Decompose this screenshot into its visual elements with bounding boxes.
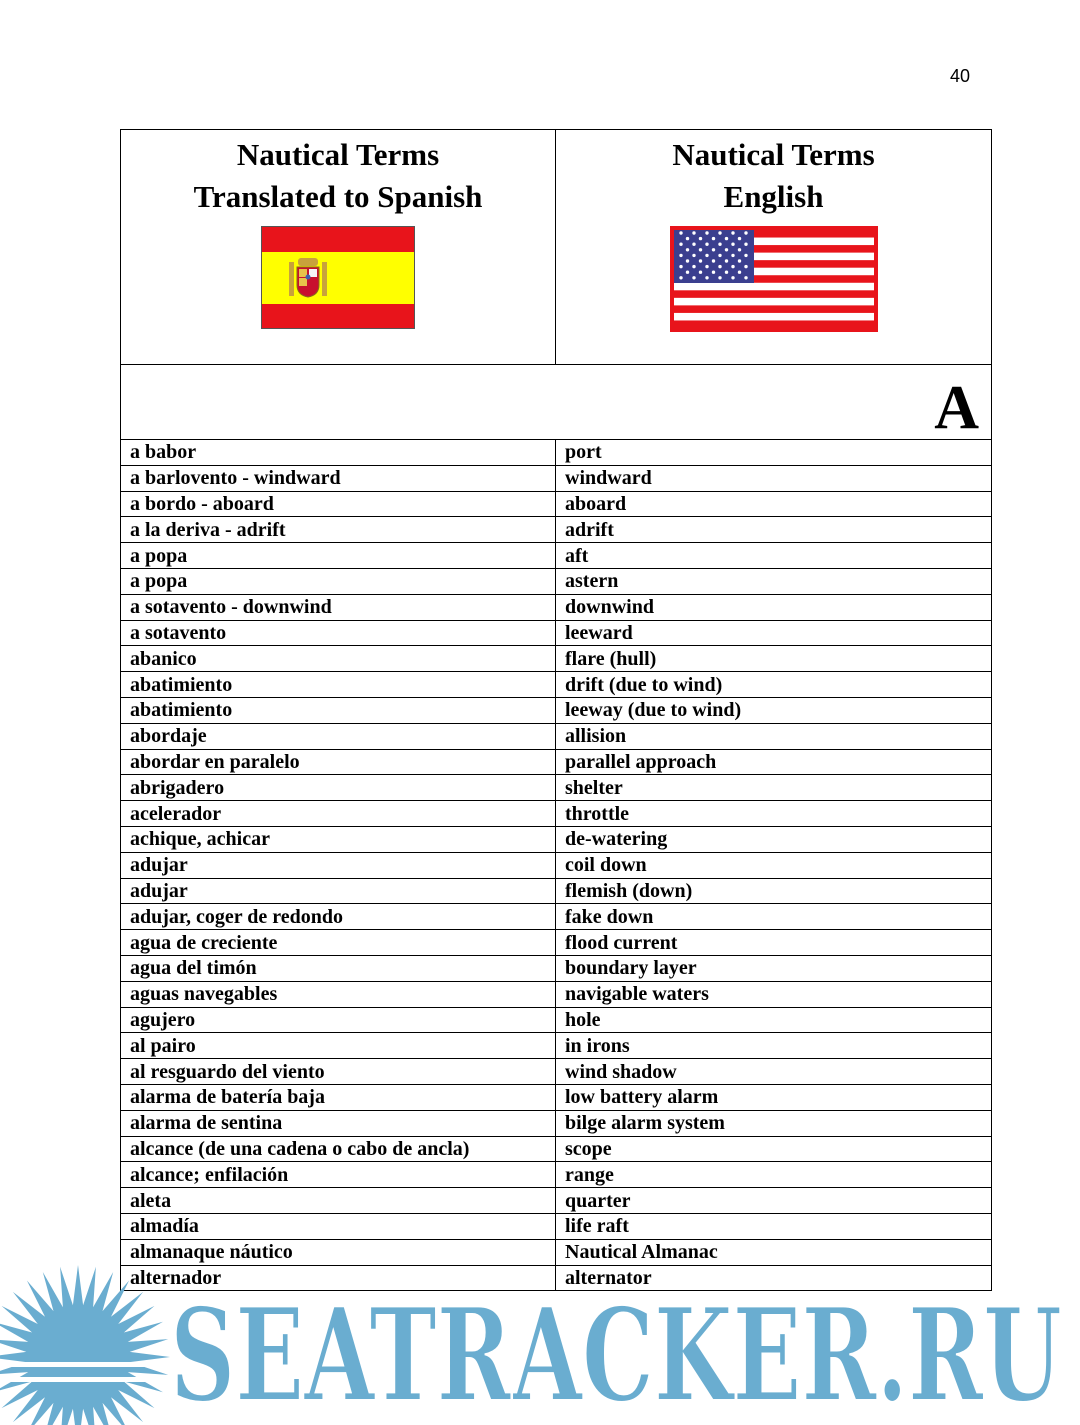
spanish-term: a la deriva - adrift <box>121 517 556 543</box>
table-row <box>121 672 992 698</box>
spanish-term: abrigadero <box>121 775 556 801</box>
english-term: leeward <box>556 620 992 646</box>
spanish-term: almanaque náutico <box>121 1239 556 1265</box>
english-header-cell <box>556 130 992 365</box>
english-term: leeway (due to wind) <box>556 697 992 723</box>
spanish-term: alarma de sentina <box>121 1110 556 1136</box>
english-term: Nautical Almanac <box>556 1239 992 1265</box>
english-term: astern <box>556 568 992 594</box>
table-row <box>121 749 992 775</box>
english-term: scope <box>556 1136 992 1162</box>
spanish-term: al pairo <box>121 1033 556 1059</box>
english-term: parallel approach <box>556 749 992 775</box>
english-term: low battery alarm <box>556 1084 992 1110</box>
sun-burst-icon <box>0 1265 170 1425</box>
english-term: hole <box>556 1007 992 1033</box>
page-number: 40 <box>949 66 971 86</box>
english-term: fake down <box>556 904 992 930</box>
table-row <box>121 568 992 594</box>
english-title-line1: Nautical Terms <box>672 137 875 172</box>
section-letter-row <box>121 365 992 440</box>
english-term: adrift <box>556 517 992 543</box>
english-term: bilge alarm system <box>556 1110 992 1136</box>
english-term: flemish (down) <box>556 878 992 904</box>
table-row <box>121 697 992 723</box>
table-row <box>121 904 992 930</box>
spanish-term: abanico <box>121 646 556 672</box>
table-row <box>121 1007 992 1033</box>
table-row <box>121 930 992 956</box>
english-term: port <box>556 440 992 466</box>
spanish-term: agua de creciente <box>121 930 556 956</box>
spanish-term: al resguardo del viento <box>121 1059 556 1085</box>
english-term: aboard <box>556 491 992 517</box>
spanish-term: acelerador <box>121 801 556 827</box>
english-term: navigable waters <box>556 981 992 1007</box>
english-title-line2: English <box>723 179 824 214</box>
spanish-term: abordar en paralelo <box>121 749 556 775</box>
spanish-term: alternador <box>121 1265 556 1291</box>
section-letter: A <box>934 374 979 442</box>
english-term: flood current <box>556 930 992 956</box>
table-row <box>121 1136 992 1162</box>
table-row <box>121 801 992 827</box>
glossary-table <box>120 129 992 1291</box>
spanish-term: abatimiento <box>121 672 556 698</box>
spanish-header-cell <box>121 130 556 365</box>
table-row <box>121 826 992 852</box>
english-term: de-watering <box>556 826 992 852</box>
table-row <box>121 981 992 1007</box>
english-term: life raft <box>556 1213 992 1239</box>
table-row <box>121 775 992 801</box>
spanish-term: alarma de batería baja <box>121 1084 556 1110</box>
spanish-term: alcance (de una cadena o cabo de ancla) <box>121 1136 556 1162</box>
english-term: wind shadow <box>556 1059 992 1085</box>
spanish-term: a bordo - aboard <box>121 491 556 517</box>
header-row <box>121 130 992 365</box>
english-term: boundary layer <box>556 955 992 981</box>
english-term: in irons <box>556 1033 992 1059</box>
table-row <box>121 1059 992 1085</box>
spanish-header-title <box>121 134 555 218</box>
english-term: allision <box>556 723 992 749</box>
spanish-term: aguas navegables <box>121 981 556 1007</box>
english-term: quarter <box>556 1188 992 1214</box>
watermark-text: SEATRACKER.RU <box>170 1281 1062 1425</box>
table-row <box>121 440 992 466</box>
spanish-term: adujar <box>121 852 556 878</box>
english-term: windward <box>556 465 992 491</box>
spanish-title-line1: Nautical Terms <box>236 137 440 172</box>
english-header-title <box>556 134 991 218</box>
table-row <box>121 465 992 491</box>
english-term: alternator <box>556 1265 992 1291</box>
spanish-term: a sotavento <box>121 620 556 646</box>
table-row <box>121 517 992 543</box>
table-row <box>121 1162 992 1188</box>
table-row <box>121 955 992 981</box>
spanish-term: agua del timón <box>121 955 556 981</box>
table-row <box>121 594 992 620</box>
table-row <box>121 491 992 517</box>
watermark <box>0 1262 1080 1425</box>
spanish-term: a barlovento - windward <box>121 465 556 491</box>
spanish-term: abordaje <box>121 723 556 749</box>
section-letter-cell <box>121 365 992 440</box>
spanish-term: agujero <box>121 1007 556 1033</box>
spanish-term: a babor <box>121 440 556 466</box>
english-term: drift (due to wind) <box>556 672 992 698</box>
table-row <box>121 543 992 569</box>
table-row <box>121 1110 992 1136</box>
table-row <box>121 1084 992 1110</box>
spanish-term: achique, achicar <box>121 826 556 852</box>
table-row <box>121 852 992 878</box>
spanish-title-line2b: Translated to Spanish <box>193 179 483 214</box>
english-term: throttle <box>556 801 992 827</box>
english-term: coil down <box>556 852 992 878</box>
english-term: flare (hull) <box>556 646 992 672</box>
spanish-term: a sotavento - downwind <box>121 594 556 620</box>
english-term: range <box>556 1162 992 1188</box>
table-row <box>121 1213 992 1239</box>
spanish-term: adujar, coger de redondo <box>121 904 556 930</box>
table-row <box>121 723 992 749</box>
table-row <box>121 1033 992 1059</box>
spain-flag-icon <box>261 226 415 329</box>
spanish-term: abatimiento <box>121 697 556 723</box>
table-row <box>121 620 992 646</box>
english-term: shelter <box>556 775 992 801</box>
usa-flag-icon <box>670 226 878 332</box>
table-row <box>121 646 992 672</box>
spanish-term: adujar <box>121 878 556 904</box>
english-term: downwind <box>556 594 992 620</box>
spanish-term: almadía <box>121 1213 556 1239</box>
spanish-term: alcance; enfilación <box>121 1162 556 1188</box>
spanish-term: aleta <box>121 1188 556 1214</box>
spanish-term: a popa <box>121 543 556 569</box>
table-row <box>121 878 992 904</box>
spanish-term: a popa <box>121 568 556 594</box>
english-term: aft <box>556 543 992 569</box>
table-row <box>121 1188 992 1214</box>
